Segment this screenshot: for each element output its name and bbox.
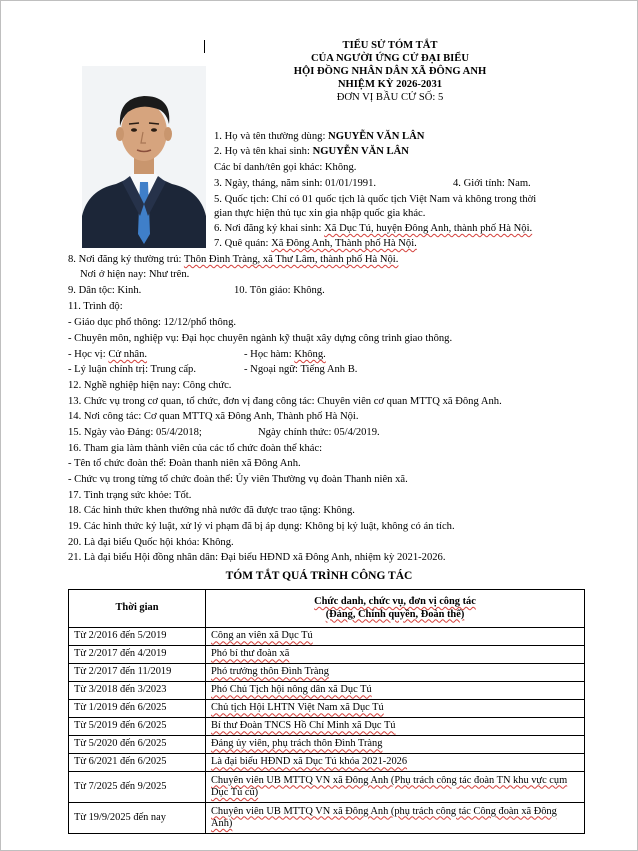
party-join-date: 15. Ngày vào Đảng: 05/4/2018; xyxy=(68,427,202,438)
hometown-value: Xã Đông Anh, Thành phố Hà Nội. xyxy=(271,238,417,249)
work-period: Từ 7/2025 đến 9/2025 xyxy=(69,772,206,803)
work-role: Phó Chủ Tịch hội nông dân xã Dục Tú xyxy=(211,684,372,696)
title-line-2: CỦA NGƯỜI ỨNG CỬ ĐẠI BIỂU xyxy=(310,53,470,64)
work-period: Từ 1/2019 đến 6/2025 xyxy=(69,700,206,718)
work-role-cell xyxy=(206,682,585,700)
work-role-cell xyxy=(206,803,585,834)
gender-value: Nam. xyxy=(507,178,531,189)
table-row xyxy=(69,628,585,646)
academic-title-value: Không. xyxy=(294,349,326,360)
political-theory: - Lý luận chính trị: Trung cấp. xyxy=(68,364,196,375)
work-history-rows xyxy=(69,628,585,834)
column-header-time: Thời gian xyxy=(69,590,206,628)
work-role: Đảng ủy viên, phụ trách thôn Đình Tràng xyxy=(211,738,383,750)
general-education: - Giáo dục phổ thông: 12/12/phổ thông. xyxy=(68,317,237,328)
awards: 18. Các hình thức khen thưởng nhà nước đã được trao tặng: Không. xyxy=(68,505,355,516)
table-header-row xyxy=(69,590,585,628)
birth-name-value: NGUYỄN VĂN LÂN xyxy=(312,146,409,157)
academic-title-row xyxy=(244,349,326,362)
council-delegate: 21. Là đại biểu Hội đồng nhân dân: Đại biểu HĐND xã Đông Anh, nhiệm kỳ 2021-2026. xyxy=(68,552,446,563)
workplace: 14. Nơi công tác: Cơ quan MTTQ xã Đông Anh, Thành phố Hà Nội. xyxy=(68,411,359,422)
table-row xyxy=(69,718,585,736)
work-role: Chuyên viên UB MTTQ VN xã Đông Anh (phụ trách công tác Công đoàn xã Đông Anh) xyxy=(211,805,557,829)
work-role: Chuyên viên UB MTTQ VN xã Đông Anh (Phụ trách công tác đoàn TN khu vực cụm Dục Tú cũ) xyxy=(211,774,568,798)
nationality-line-2: gian thực hiện thủ tục xin gia nhập quốc gia khác. xyxy=(214,208,426,219)
work-role: Bí thư Đoàn TNCS Hồ Chí Minh xã Dục Tú xyxy=(211,720,396,732)
column-header-role xyxy=(206,590,585,628)
discipline: 19. Các hình thức kỷ luật, xử lý vi phạm đã bị áp dụng: Không bị kỷ luật, không có án tích. xyxy=(68,521,455,532)
work-role-cell xyxy=(206,736,585,754)
gender-row xyxy=(453,178,531,191)
work-role-cell xyxy=(206,754,585,772)
work-period: Từ 19/9/2025 đến nay xyxy=(69,803,206,834)
occupation: 12. Nghề nghiệp hiện nay: Công chức. xyxy=(68,380,232,391)
work-period: Từ 3/2018 đến 3/2023 xyxy=(69,682,206,700)
nationality-line-1: 5. Quốc tịch: Chỉ có 01 quốc tịch là quốc tịch Việt Nam và không trong thời xyxy=(214,194,537,205)
work-role: Là đại biểu HĐND xã Dục Tú khóa 2021-2026 xyxy=(211,756,408,768)
work-role-cell xyxy=(206,772,585,803)
ethnicity: 9. Dân tộc: Kinh. xyxy=(68,285,142,296)
national-assembly-delegate: 20. Là đại biểu Quốc hội khóa: Không. xyxy=(68,537,234,548)
work-history-table xyxy=(68,589,585,834)
table-row xyxy=(69,700,585,718)
table-row xyxy=(69,736,585,754)
table-row xyxy=(69,772,585,803)
common-name-label: 1. Họ và tên thường dùng: xyxy=(214,131,329,142)
table-row xyxy=(69,803,585,834)
work-role-cell xyxy=(206,628,585,646)
hometown-label: 7. Quê quán: xyxy=(214,238,272,249)
professional-qualification: - Chuyên môn, nghiệp vụ: Đại học chuyên ngành kỹ thuật xây dựng công trình giao thông. xyxy=(68,333,453,344)
candidate-photo xyxy=(82,66,206,248)
hometown-row xyxy=(214,238,417,251)
birth-registration-value: Xã Dục Tú, huyện Đông Anh, thành phố Hà Nội. xyxy=(324,223,533,234)
birth-registration-row xyxy=(214,223,532,236)
aliases: Các bí danh/tên gọi khác: Không. xyxy=(214,162,357,173)
portrait-illustration xyxy=(82,66,206,248)
work-period: Từ 5/2019 đến 6/2025 xyxy=(69,718,206,736)
text-cursor xyxy=(204,40,205,53)
religion: 10. Tôn giáo: Không. xyxy=(234,285,325,296)
common-name-row xyxy=(214,131,424,144)
current-position: 13. Chức vụ trong cơ quan, tổ chức, đơn vị đang công tác: Chuyên viên cơ quan MTTQ xã Đông Anh. xyxy=(68,396,502,407)
table-row xyxy=(69,754,585,772)
work-period: Từ 2/2017 đến 11/2019 xyxy=(69,664,206,682)
degree-value: Cử nhân. xyxy=(108,349,148,360)
document-title: TIỂU SỬ TÓM TẮT xyxy=(342,40,438,51)
role-header-line-1: Chức danh, chức vụ, đơn vị công tác xyxy=(314,596,476,608)
work-period: Từ 2/2017 đến 4/2019 xyxy=(69,646,206,664)
dob-row xyxy=(214,178,376,191)
work-period: Từ 2/2016 đến 5/2019 xyxy=(69,628,206,646)
common-name-value: NGUYỄN VĂN LÂN xyxy=(328,131,425,142)
title-line-4: NHIỆM KỲ 2026-2031 xyxy=(337,79,443,90)
current-residence: Nơi ở hiện nay: Như trên. xyxy=(80,269,190,280)
party-official-date: Ngày chính thức: 05/4/2019. xyxy=(258,427,380,438)
residence-label: 8. Nơi đăng ký thường trú: xyxy=(68,254,184,265)
work-role-cell xyxy=(206,646,585,664)
role-header-line-2: (Đảng, Chính quyền, Đoàn thể) xyxy=(325,608,465,620)
birth-registration-label: 6. Nơi đăng ký khai sinh: xyxy=(214,223,325,234)
table-row xyxy=(69,682,585,700)
residence-row xyxy=(68,254,398,267)
work-role-cell xyxy=(206,700,585,718)
education-heading: 11. Trình độ: xyxy=(68,301,123,312)
work-role-cell xyxy=(206,664,585,682)
work-role: Phó trưởng thôn Đình Tràng xyxy=(211,666,329,678)
dob-label: 3. Ngày, tháng, năm sinh: xyxy=(214,178,326,189)
birth-name-row xyxy=(214,146,409,159)
organization-position: - Chức vụ trong từng tổ chức đoàn thể: Ủy viên Thường vụ đoàn Thanh niên xã. xyxy=(68,474,408,485)
work-role: Công an viên xã Dục Tú xyxy=(211,630,313,642)
table-row xyxy=(69,646,585,664)
residence-value: Thôn Đình Tràng, xã Thư Lâm, thành phố Hà Nội. xyxy=(183,254,399,265)
work-role: Phó bí thư đoàn xã xyxy=(211,648,290,660)
work-role: Chủ tịch Hội LHTN Việt Nam xã Dục Tú xyxy=(211,702,384,714)
title-line-3: HỘI ĐỒNG NHÂN DÂN XÃ ĐÔNG ANH xyxy=(293,66,487,77)
birth-name-label: 2. Họ và tên khai sinh: xyxy=(214,146,313,157)
academic-title-label: - Học hàm: xyxy=(244,349,295,360)
work-history-title: TÓM TẮT QUÁ TRÌNH CÔNG TÁC xyxy=(225,570,413,582)
table-row xyxy=(69,664,585,682)
health-status: 17. Tình trạng sức khỏe: Tốt. xyxy=(68,490,192,501)
work-period: Từ 6/2021 đến 6/2025 xyxy=(69,754,206,772)
work-period: Từ 5/2020 đến 6/2025 xyxy=(69,736,206,754)
degree-row xyxy=(68,349,147,362)
foreign-language: - Ngoại ngữ: Tiếng Anh B. xyxy=(244,364,358,375)
degree-label: - Học vị: xyxy=(68,349,109,360)
work-role-cell xyxy=(206,718,585,736)
electoral-unit: ĐƠN VỊ BẦU CỬ SỐ: 5 xyxy=(336,92,444,103)
gender-label: 4. Giới tính: xyxy=(453,178,508,189)
organization-name: - Tên tổ chức đoàn thể: Đoàn thanh niên xã Đông Anh. xyxy=(68,458,301,469)
organizations-heading: 16. Tham gia làm thành viên của các tổ chức đoàn thể khác: xyxy=(68,443,323,454)
dob-value: 01/01/1991. xyxy=(325,178,377,189)
